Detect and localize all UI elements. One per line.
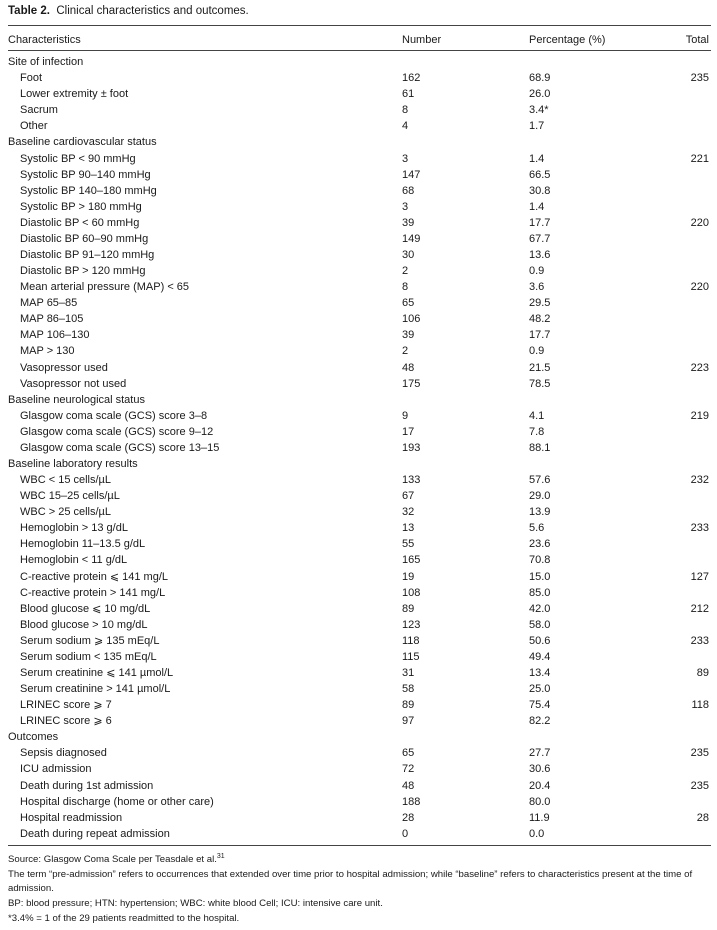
row-total [679,295,711,311]
row-number: 32 [402,506,415,519]
row-percentage: 67.7 [529,232,551,245]
row-label: Other [20,120,48,133]
header-total: Total [685,34,709,46]
table-row [8,552,711,568]
row-percentage: 3.6 [529,281,545,294]
table-row [8,440,711,456]
row-number: 13 [402,522,415,535]
row-total [679,794,711,810]
row-number: 28 [402,811,415,824]
row-percentage: 49.4 [529,650,551,663]
table-row [8,617,711,633]
row-total [679,424,711,440]
row-label: Diastolic BP 91–120 mmHg [20,248,155,261]
table-row [8,697,711,713]
row-total: 220 [690,216,709,229]
row-number: 108 [402,586,421,599]
table-row [8,633,711,649]
row-number: 193 [402,441,421,454]
table-row [8,376,711,392]
row-number: 39 [402,216,415,229]
table-row [8,536,711,552]
row-label: Blood glucose ⩽ 10 mg/dL [20,602,151,615]
row-label: WBC < 15 cells/µL [20,474,112,487]
row-number: 61 [402,88,415,101]
row-number: 3 [402,152,409,165]
table-row [8,215,711,231]
header-characteristics: Characteristics [8,34,81,46]
row-number: 30 [402,248,415,261]
row-percentage: 29.5 [529,297,551,310]
row-percentage: 68.9 [529,72,551,85]
row-percentage: 75.4 [529,699,551,712]
top-rule [8,25,711,26]
row-total: 233 [690,522,709,535]
row-label: Vasopressor used [20,361,108,374]
header-percentage: Percentage (%) [529,34,606,46]
row-total: 232 [690,474,709,487]
row-label: Systolic BP 90–140 mmHg [20,168,151,181]
row-label: C-reactive protein > 141 mg/L [20,586,166,599]
row-label: ICU admission [20,763,92,776]
row-percentage: 30.8 [529,184,551,197]
table-caption: Clinical characteristics and outcomes. [56,5,249,17]
row-total: 118 [691,699,709,712]
table-group-row [8,729,711,745]
row-number: 2 [402,345,409,358]
table-row [8,279,711,295]
row-number: 147 [402,168,421,181]
row-percentage: 30.6 [529,763,551,776]
row-percentage: 4.1 [529,409,545,422]
group-label: Baseline laboratory results [8,457,138,470]
table-row [8,359,711,375]
row-percentage: 82.2 [529,715,551,728]
row-total: 223 [690,361,709,374]
row-number: 65 [402,747,415,760]
row-total [679,761,711,777]
row-total [679,488,711,504]
footnote-abbreviations: BP: blood pressure; HTN: hypertension; WBC: white blood Cell; ICU: intensive care unit. [8,897,383,909]
row-label: Hospital discharge (home or other care) [20,795,214,808]
row-number: 165 [402,554,421,567]
row-label: Serum creatinine ⩽ 141 µmol/L [20,667,174,679]
row-total: 235 [690,747,709,760]
row-number: 89 [402,602,415,615]
row-label: Glasgow coma scale (GCS) score 9–12 [20,425,214,438]
row-label: Systolic BP 140–180 mmHg [20,184,157,197]
row-number: 175 [402,377,421,390]
row-percentage: 15.0 [529,570,551,583]
group-label: Site of infection [8,56,84,69]
row-number: 67 [402,490,415,503]
row-number: 19 [402,570,415,583]
footnote-asterisk: *3.4% = 1 of the 29 patients readmitted to the hospital. [8,912,240,924]
row-percentage: 0.9 [529,265,545,278]
row-label: C-reactive protein ⩽ 141 mg/L [20,570,169,583]
row-total [679,167,711,183]
row-percentage: 29.0 [529,490,551,503]
footnote-terms: The term “pre-admission” refers to occurrences that extended over time prior to hospital admission; while “baseline” refers to characteristics present at the time of admission. [8,868,693,895]
table-footnotes [8,850,708,926]
row-label: LRINEC score ⩾ 7 [20,699,112,712]
table-row [8,118,711,134]
row-number: 89 [402,699,415,712]
table-row [8,601,711,617]
row-number: 133 [402,474,421,487]
row-label: Serum creatinine > 141 µmol/L [20,683,171,696]
table-row [8,826,711,842]
header-number: Number [402,34,442,46]
table-label: Table 2. [8,5,50,17]
row-percentage: 23.6 [529,538,551,551]
header-row [8,30,711,50]
row-total [679,231,711,247]
row-total [679,536,711,552]
row-number: 31 [402,667,415,679]
row-label: Hemoglobin 11–13.5 g/dL [20,538,146,551]
row-percentage: 48.2 [529,313,551,326]
table-row [8,665,711,681]
table-row [8,745,711,761]
row-number: 162 [402,72,421,85]
row-total [679,311,711,327]
row-number: 118 [402,634,420,647]
row-number: 0 [402,827,409,840]
row-label: Sacrum [20,104,58,117]
row-label: Hemoglobin < 11 g/dL [20,554,128,567]
row-percentage: 20.4 [529,779,551,792]
table-row [8,150,711,166]
row-number: 115 [402,650,420,663]
row-percentage: 58.0 [529,618,551,631]
row-label: Lower extremity ± foot [20,88,129,101]
row-total [679,118,711,134]
row-total: 127 [690,570,709,583]
row-label: Systolic BP > 180 mmHg [20,200,142,213]
row-percentage: 5.6 [529,522,545,535]
row-label: Foot [20,72,43,85]
row-number: 8 [402,104,409,117]
table-title [8,5,249,17]
row-percentage: 0.9 [529,345,545,358]
row-label: Vasopressor not used [20,377,127,390]
row-number: 72 [402,763,415,776]
row-total [679,617,711,633]
table-row [8,408,711,424]
row-number: 9 [402,409,409,422]
row-total [679,826,711,842]
table-row [8,585,711,601]
table-row [8,102,711,118]
row-number: 55 [402,538,415,551]
row-total [679,552,711,568]
row-percentage: 13.9 [529,506,551,519]
row-number: 2 [402,265,409,278]
row-total: 233 [690,634,709,647]
row-number: 65 [402,297,415,310]
table-row [8,424,711,440]
row-percentage: 1.7 [529,120,545,133]
row-label: MAP 86–105 [20,313,84,326]
row-percentage: 70.8 [529,554,551,567]
row-percentage: 27.7 [529,747,551,760]
row-label: Serum sodium ⩾ 135 mEq/L [20,634,160,647]
row-total: 235 [690,779,709,792]
row-percentage: 3.4* [529,104,549,117]
table-row [8,778,711,794]
table-row [8,472,711,488]
row-number: 123 [402,618,421,631]
row-total [679,681,711,697]
row-percentage: 21.5 [529,361,551,374]
table-row [8,343,711,359]
row-percentage: 85.0 [529,586,551,599]
row-label: Systolic BP < 90 mmHg [20,152,136,165]
row-number: 106 [402,313,421,326]
table-row [8,810,711,826]
row-total [679,102,711,118]
table-row [8,681,711,697]
row-percentage: 17.7 [529,216,551,229]
row-percentage: 25.0 [529,683,551,696]
row-label: Blood glucose > 10 mg/dL [20,618,148,631]
table-row [8,311,711,327]
table-row [8,649,711,665]
row-total [679,585,711,601]
row-label: Diastolic BP > 120 mmHg [20,265,146,278]
row-label: Diastolic BP 60–90 mmHg [20,232,149,245]
row-label: Glasgow coma scale (GCS) score 3–8 [20,409,208,422]
row-percentage: 42.0 [529,602,551,615]
row-label: Hemoglobin > 13 g/dL [20,522,128,535]
row-percentage: 78.5 [529,377,551,390]
row-percentage: 66.5 [529,168,551,181]
row-total: 89 [696,667,709,679]
table-row [8,295,711,311]
row-percentage: 13.6 [529,248,551,261]
table-row [8,569,711,585]
row-label: Sepsis diagnosed [20,747,107,760]
row-total [679,376,711,392]
row-number: 39 [402,329,415,342]
row-number: 48 [402,779,415,792]
row-label: WBC > 25 cells/µL [20,506,112,519]
table-row [8,520,711,536]
row-percentage: 13.4 [529,667,551,679]
row-percentage: 80.0 [529,795,551,808]
row-number: 17 [402,425,415,438]
row-label: MAP > 130 [20,345,75,358]
row-number: 4 [402,120,409,133]
table-row [8,327,711,343]
bottom-rule [8,845,711,846]
table-row [8,794,711,810]
group-label: Baseline neurological status [8,393,145,406]
table-group-row [8,54,711,70]
row-percentage: 17.7 [529,329,551,342]
row-number: 58 [402,683,415,696]
row-label: Diastolic BP < 60 mmHg [20,216,140,229]
table-row [8,199,711,215]
row-total: 219 [690,409,709,422]
row-percentage: 1.4 [529,200,545,213]
row-label: MAP 65–85 [20,297,78,310]
row-total [679,713,711,729]
table-row [8,70,711,86]
row-label: LRINEC score ⩾ 6 [20,715,112,728]
row-percentage: 88.1 [529,441,551,454]
row-label: Death during 1st admission [20,779,154,792]
row-total [679,247,711,263]
table-group-row [8,456,711,472]
row-label: Serum sodium < 135 mEq/L [20,650,157,663]
row-total [679,86,711,102]
row-total: 212 [690,602,709,615]
table-row [8,263,711,279]
row-number: 149 [402,232,421,245]
row-total [679,263,711,279]
row-total [679,440,711,456]
footnote-source: Source: Glasgow Coma Scale per Teasdale et al.$^{31}$ [8,853,225,866]
table-row [8,713,711,729]
row-percentage: 50.6 [529,634,551,647]
row-total: 220 [690,281,709,294]
table-group-row [8,134,711,150]
row-number: 68 [402,184,415,197]
row-total [679,504,711,520]
row-number: 3 [402,200,409,213]
table-row [8,761,711,777]
row-label: WBC 15–25 cells/µL [20,490,120,503]
row-label: Death during repeat admission [20,827,170,840]
row-label: MAP 106–130 [20,329,90,342]
table-group-row [8,392,711,408]
table-row [8,504,711,520]
row-number: 8 [402,281,409,294]
row-percentage: 11.9 [529,811,550,824]
row-percentage: 26.0 [529,88,551,101]
table-row [8,247,711,263]
row-total: 221 [690,152,709,165]
group-label: Outcomes [8,731,59,744]
row-number: 188 [402,795,421,808]
row-total [679,343,711,359]
row-total [679,199,711,215]
row-number: 97 [402,715,415,728]
table-row [8,488,711,504]
row-label: Glasgow coma scale (GCS) score 13–15 [20,441,220,454]
table-row [8,86,711,102]
table-body [8,54,711,842]
row-percentage: 57.6 [529,474,551,487]
table-row [8,183,711,199]
clinical-table [8,30,711,842]
table-row [8,167,711,183]
row-percentage: 0.0 [529,827,545,840]
row-number: 48 [402,361,415,374]
row-total: 235 [690,72,709,85]
row-percentage: 1.4 [529,152,545,165]
table-row [8,231,711,247]
row-label: Hospital readmission [20,811,123,824]
row-label: Mean arterial pressure (MAP) < 65 [20,281,190,294]
group-label: Baseline cardiovascular status [8,136,157,149]
row-total: 28 [696,811,709,824]
row-total [679,649,711,665]
row-percentage: 7.8 [529,425,545,438]
row-total [679,183,711,199]
row-total [679,327,711,343]
